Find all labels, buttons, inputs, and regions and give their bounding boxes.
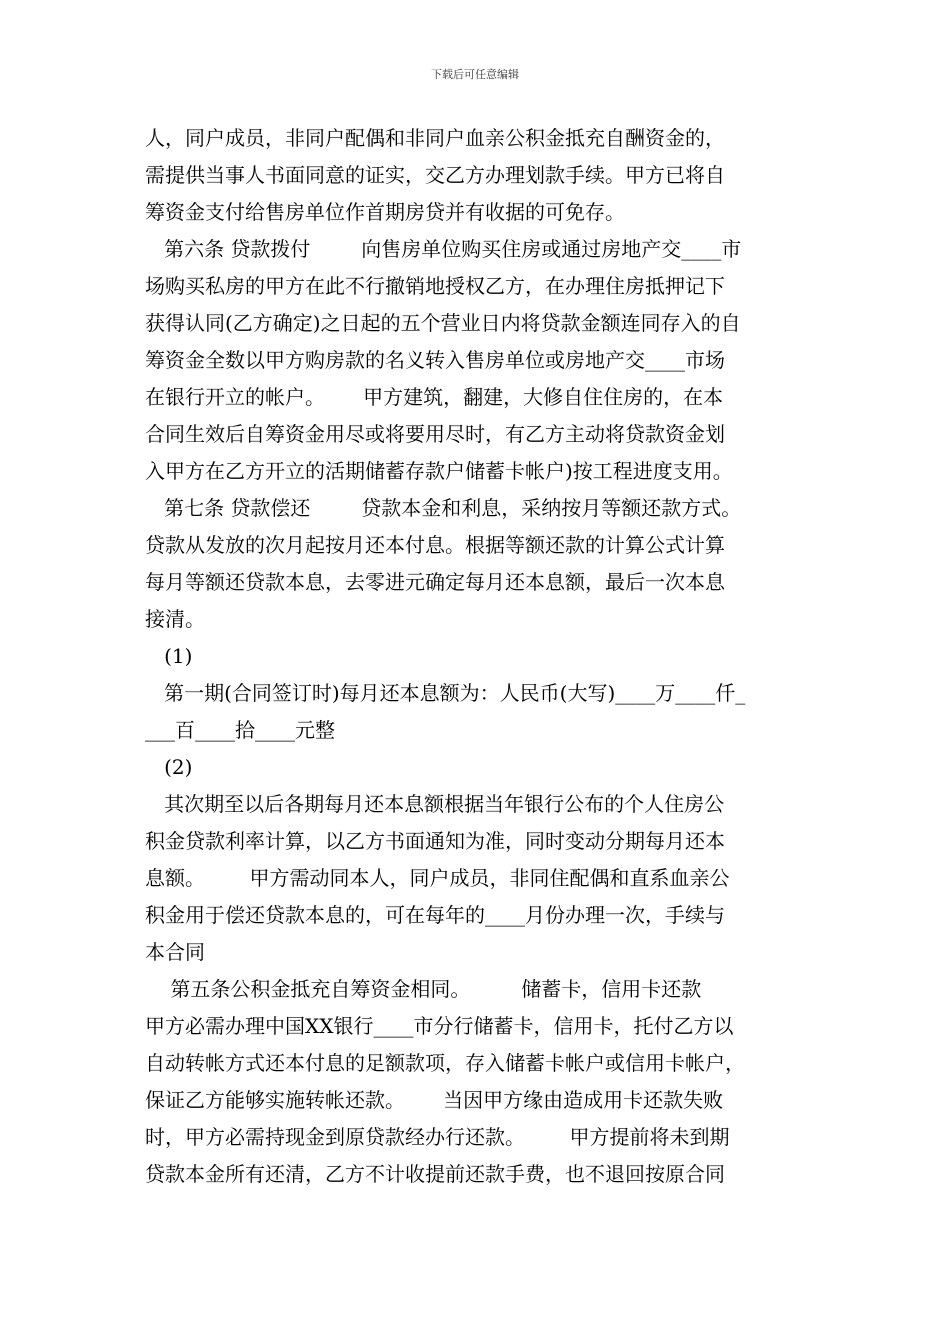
text-line: 第一期(合同签订时)每月还本息额为：人民币(大写)____万____仟_ xyxy=(145,681,746,705)
text-line: 人，同户成员，非同户配偶和非同户血亲公积金抵充自酬资金的， xyxy=(145,126,725,150)
text-line: 在银行开立的帐户。 甲方建筑，翻建，大修自住住房的，在本 xyxy=(145,385,724,409)
text-line: 第六条 贷款拨付 向售房单位购买住房或通过房地产交____市 xyxy=(145,237,742,261)
text-line: 获得认同(乙方确定)之日起的五个营业日内将贷款金额连同存入的自 xyxy=(145,311,741,335)
text-line: 息额。 甲方需动同本人，同户成员，非同住配偶和直系血亲公 xyxy=(145,866,730,890)
text-line: 筹资金全数以甲方购房款的名义转入售房单位或房地产交____市场 xyxy=(145,348,725,372)
page-header-note: 下载后可任意编辑 xyxy=(431,68,519,81)
text-line: 本合同 xyxy=(145,940,205,964)
text-line: 第七条 贷款偿还 贷款本金和利息，采纳按月等额还款方式。 xyxy=(145,496,742,520)
text-line: (1) xyxy=(145,644,193,668)
text-line: ___百____拾____元整 xyxy=(145,718,335,742)
text-line: 贷款从发放的次月起按月还本付息。根据等额还款的计算公式计算 xyxy=(145,533,725,557)
text-line: 保证乙方能够实施转帐还款。 当因甲方缘由造成用卡还款失败 xyxy=(145,1088,724,1112)
text-line: 积金用于偿还贷款本息的，可在每年的____月份办理一次，手续与 xyxy=(145,903,725,927)
text-line: 入甲方在乙方开立的活期储蓄存款户储蓄卡帐户)按工程进度支用。 xyxy=(145,459,733,483)
text-line: 需提供当事人书面同意的证实，交乙方办理划款手续。甲方已将自 xyxy=(145,163,725,187)
text-line: 场购买私房的甲方在此不行撤销地授权乙方，在办理住房抵押记下 xyxy=(145,274,725,298)
text-line: 接清。 xyxy=(145,607,205,631)
text-line: (2) xyxy=(145,755,193,779)
text-line: 积金贷款利率计算，以乙方书面通知为准，同时变动分期每月还本 xyxy=(145,829,725,853)
text-line: 自动转帐方式还本付息的足额款项，存入储蓄卡帐户或信用卡帐户， xyxy=(145,1051,745,1075)
text-line: 贷款本金所有还清，乙方不计收提前还款手费，也不退回按原合同 xyxy=(145,1162,725,1186)
text-line: 甲方必需办理中国XX银行____市分行储蓄卡，信用卡，托付乙方以 xyxy=(145,1014,734,1038)
text-line: 时，甲方必需持现金到原贷款经办行还款。 甲方提前将未到期 xyxy=(145,1125,730,1149)
text-line: 合同生效后自筹资金用尽或将要用尽时，有乙方主动将贷款资金划 xyxy=(145,422,725,446)
text-line: 第五条公积金抵充自筹资金相同。 储蓄卡，信用卡还款 xyxy=(145,977,702,1001)
text-line: 其次期至以后各期每月还本息额根据当年银行公布的个人住房公 xyxy=(145,792,725,816)
text-line: 每月等额还贷款本息，去零进元确定每月还本息额，最后一次本息 xyxy=(145,570,725,594)
text-line: 筹资金支付给售房单位作首期房贷并有收据的可免存。 xyxy=(145,200,625,224)
document-body xyxy=(145,120,815,1193)
